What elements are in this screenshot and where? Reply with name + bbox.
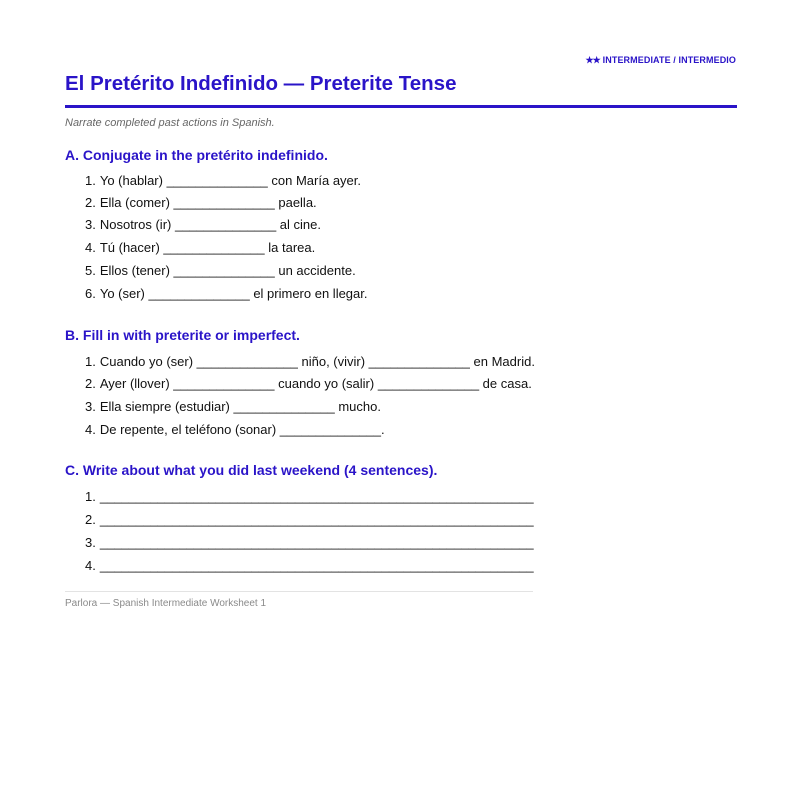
- item-text: De repente, el teléfono (sonar) ______________.: [99, 422, 385, 437]
- level-label: INTERMEDIATE / INTERMEDIO: [602, 55, 736, 65]
- section-b-item-1: [85, 354, 535, 370]
- item-number: 1.: [85, 354, 96, 369]
- item-text: Ayer (llover) ______________ cuando yo (salir) ______________ de casa.: [99, 376, 532, 391]
- section-c-item-4: [85, 558, 534, 574]
- item-text: Ella siempre (estudiar) ______________ mucho.: [99, 399, 381, 414]
- item-text: Yo (hablar) ______________ con María ayer.: [99, 173, 361, 188]
- section-c-item-3: [85, 535, 534, 551]
- section-a-item-6: [85, 286, 368, 302]
- section-a-item-3: [85, 217, 321, 233]
- section-a-heading: A. Conjugate in the pretérito indefinido.: [65, 147, 328, 163]
- item-number: 4.: [85, 422, 96, 437]
- section-a-item-4: [85, 240, 315, 256]
- item-text: Cuando yo (ser) ______________ niño, (vivir) ______________ en Madrid.: [99, 354, 535, 369]
- worksheet-title: El Pretérito Indefinido — Preterite Tense: [65, 72, 457, 95]
- section-a-item-5: [85, 263, 356, 279]
- section-a-item-1: [85, 173, 361, 189]
- answer-line: ____________________________________________________________: [99, 558, 534, 573]
- item-number: 3.: [85, 399, 96, 414]
- section-b-item-4: [85, 422, 385, 438]
- item-text: Nosotros (ir) ______________ al cine.: [99, 217, 321, 232]
- item-text: Ella (comer) ______________ paella.: [99, 195, 317, 210]
- section-b-heading: B. Fill in with preterite or imperfect.: [65, 327, 300, 343]
- item-number: 1.: [85, 173, 96, 188]
- level-badge: [586, 55, 736, 66]
- item-number: 4.: [85, 558, 96, 573]
- item-number: 6.: [85, 286, 96, 301]
- title-divider: [65, 105, 737, 108]
- level-stars: ★★: [585, 55, 600, 65]
- item-number: 4.: [85, 240, 96, 255]
- item-number: 5.: [85, 263, 96, 278]
- section-c-heading: C. Write about what you did last weekend (4 sentences).: [65, 462, 438, 478]
- section-b-item-2: [85, 376, 532, 392]
- section-c-item-1: [85, 489, 534, 505]
- footer-text: Parlora — Spanish Intermediate Worksheet 1: [65, 598, 267, 609]
- section-a-item-2: [85, 195, 317, 211]
- item-number: 3.: [85, 217, 96, 232]
- item-number: 1.: [85, 489, 96, 504]
- answer-line: ____________________________________________________________: [99, 512, 534, 527]
- worksheet-subtitle: Narrate completed past actions in Spanish.: [65, 117, 275, 129]
- item-text: Yo (ser) ______________ el primero en llegar.: [99, 286, 368, 301]
- item-text: Tú (hacer) ______________ la tarea.: [99, 240, 316, 255]
- item-text: Ellos (tener) ______________ un accidente.: [99, 263, 356, 278]
- answer-line: ____________________________________________________________: [99, 489, 534, 504]
- item-number: 2.: [85, 195, 96, 210]
- section-c-item-2: [85, 512, 534, 528]
- section-b-item-3: [85, 399, 381, 415]
- item-number: 2.: [85, 376, 96, 391]
- footer-divider: [65, 591, 533, 592]
- answer-line: ____________________________________________________________: [99, 535, 534, 550]
- item-number: 3.: [85, 535, 96, 550]
- item-number: 2.: [85, 512, 96, 527]
